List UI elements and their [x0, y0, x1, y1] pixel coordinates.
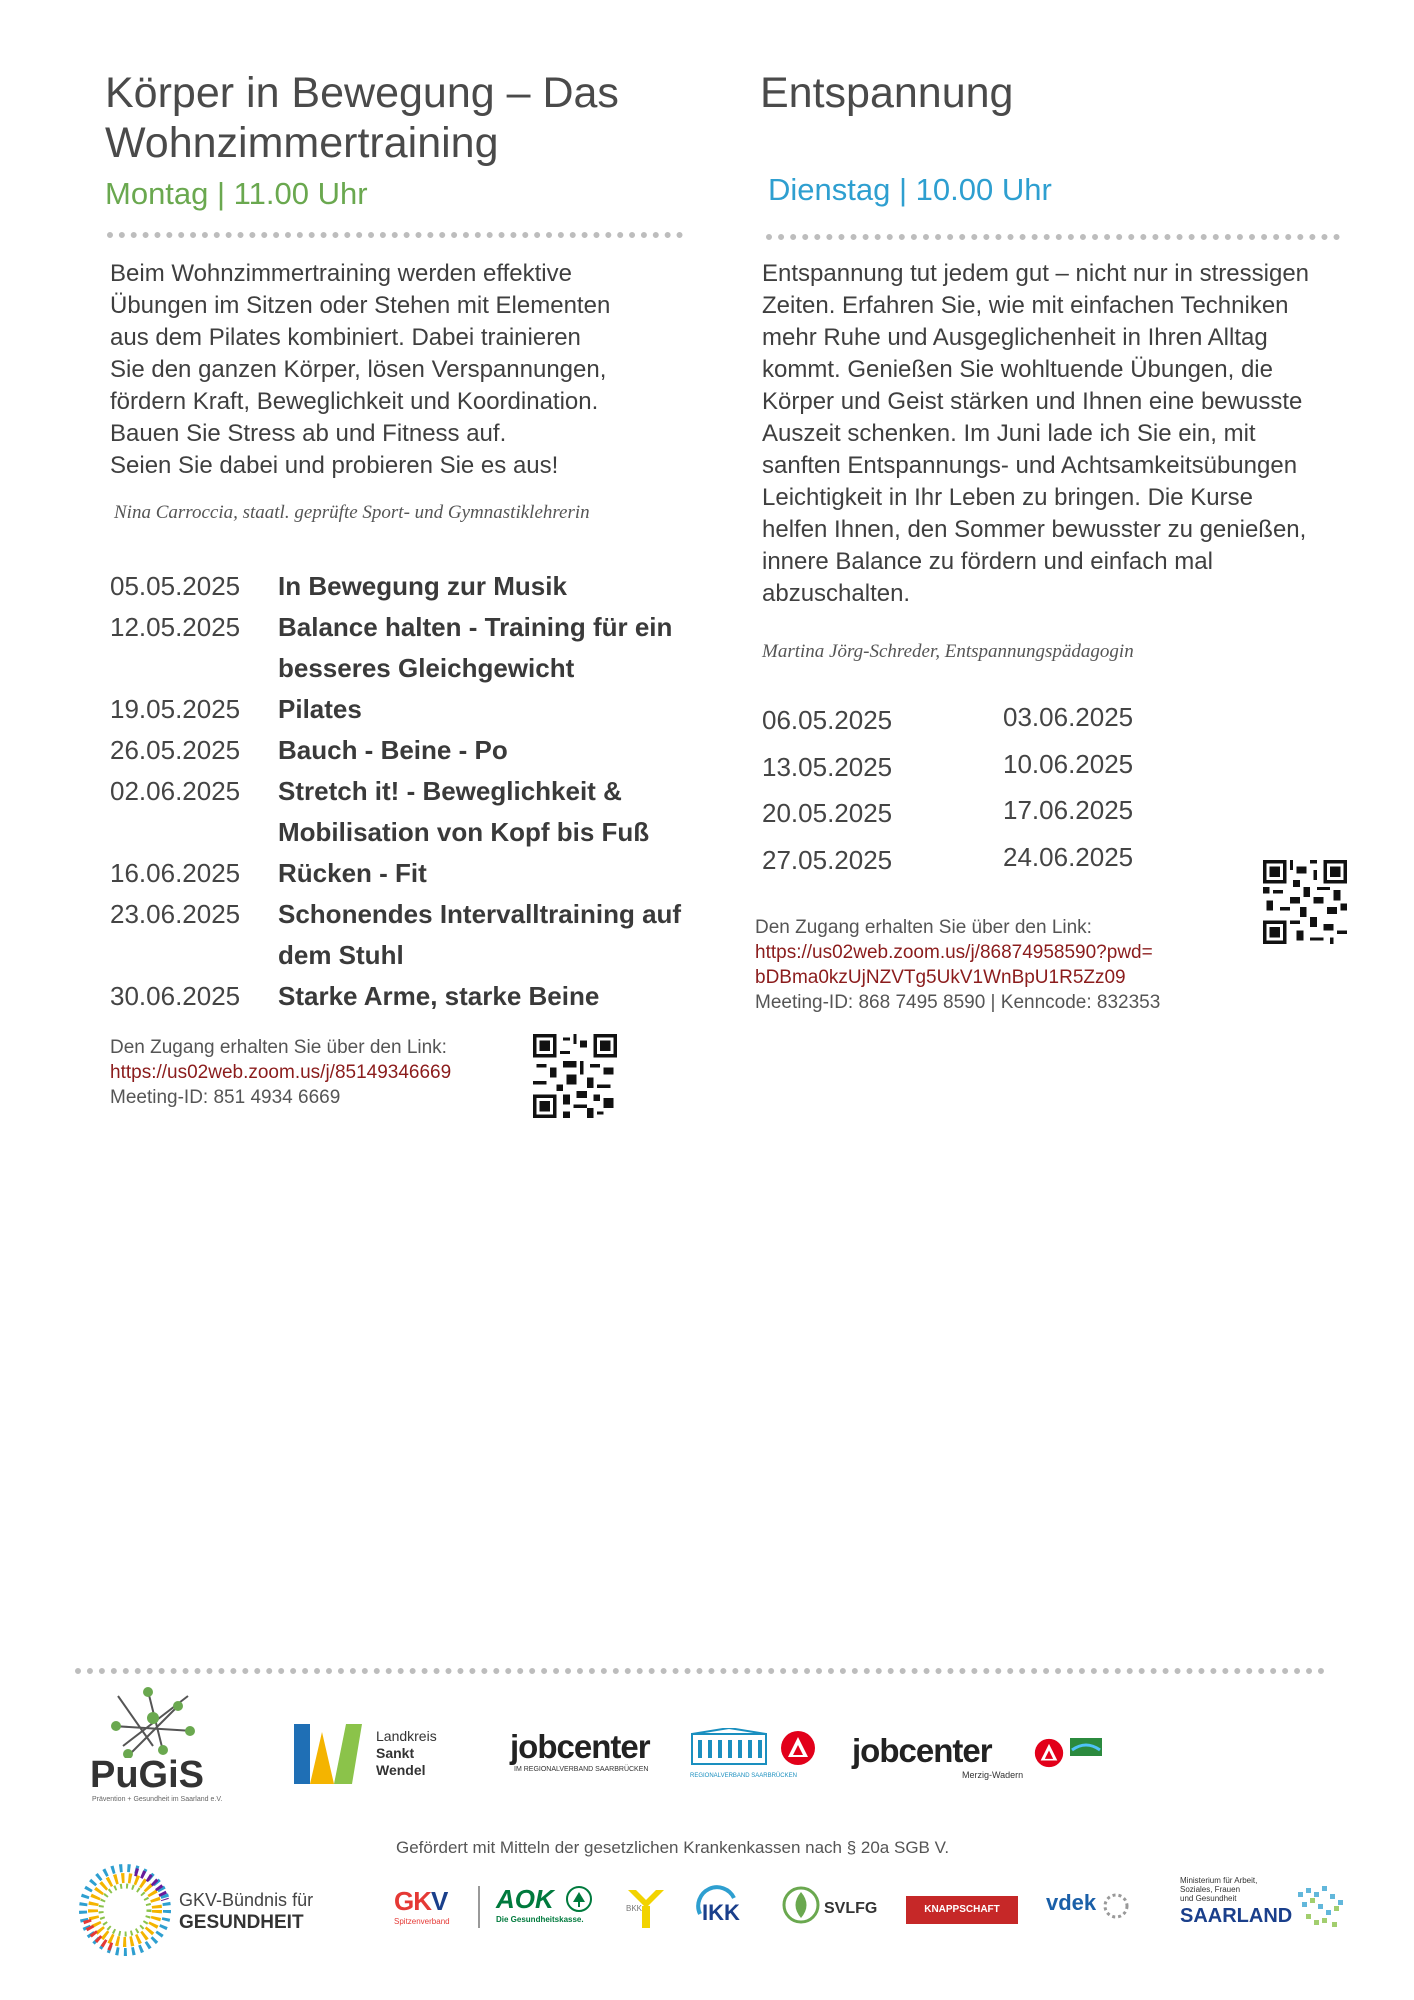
right-desc-line: Körper und Geist stärken und Ihnen eine bewusste	[762, 388, 1303, 415]
logo-separator	[478, 1886, 480, 1928]
schedule-title	[278, 689, 362, 730]
left-access	[110, 1035, 451, 1110]
bkk-logo	[624, 1886, 668, 1930]
left-desc-line: Bauen Sie Stress ab und Fitness auf.	[110, 420, 507, 447]
right-description	[762, 258, 1382, 610]
svlfg-wordmark: SVLFG	[824, 1900, 878, 1917]
schedule-row	[110, 566, 730, 607]
right-dates-col2	[1003, 694, 1133, 880]
landkreis-text	[376, 1728, 437, 1779]
ministerium-saarland-logo	[1180, 1876, 1360, 1946]
footer-divider	[75, 1668, 1325, 1674]
ikk-wordmark: IKK	[702, 1900, 740, 1925]
right-zoom-link[interactable]	[755, 940, 1160, 990]
svlfg-circle-icon	[782, 1886, 820, 1924]
gkv-dot-ring-icon	[75, 1860, 175, 1960]
jobcenter-subtitle: IM REGIONALVERBAND SAARBRÜCKEN	[514, 1766, 649, 1773]
right-desc-line: Zeiten. Erfahren Sie, wie mit einfachen Techniken	[762, 292, 1289, 319]
schedule-date: 19.05.2025	[110, 694, 241, 724]
left-divider	[107, 232, 683, 238]
schedule-row	[110, 894, 730, 976]
pugis-subtitle: Prävention + Gesundheit im Saarland e.V.	[92, 1796, 223, 1803]
jobcenter-wordmark: jobcenter	[852, 1732, 992, 1769]
landkreis-line: Landkreis	[376, 1728, 437, 1744]
schedule-title-line: Stretch it! - Beweglichkeit &	[278, 776, 622, 806]
session-date: 10.06.2025	[1003, 748, 1134, 779]
session-date: 13.05.2025	[762, 751, 893, 782]
right-desc-line: Auszeit schenken. Im Juni lade ich Sie ein, mit	[762, 420, 1256, 447]
right-desc-line: kommt. Genießen Sie wohltuende Übungen, die	[762, 356, 1273, 383]
schedule-date: 16.06.2025	[110, 858, 241, 888]
landkreis-logo	[292, 1722, 452, 1792]
right-header	[760, 68, 1360, 208]
right-access-label: Den Zugang erhalten Sie über den Link:	[755, 917, 1092, 938]
landkreis-line: Sankt	[376, 1745, 415, 1761]
qr-code-icon	[533, 1034, 617, 1118]
funding-note: Gefördert mit Mitteln der gesetzlichen Krankenkassen nach § 20a SGB V.	[396, 1838, 950, 1857]
right-desc-line: Leichtigkeit in Ihr Leben zu bringen. Die Kurse	[762, 484, 1253, 511]
gkv-spitzenverband-logo	[394, 1886, 474, 1936]
schedule-title-line: Schonendes Intervalltraining auf	[278, 899, 682, 929]
knappschaft-logo	[906, 1896, 1018, 1924]
session-date: 03.06.2025	[1003, 702, 1134, 732]
left-desc-line: aus dem Pilates kombiniert. Dabei trainieren	[110, 324, 581, 351]
schedule-title-line: In Bewegung zur Musik	[278, 571, 567, 601]
schedule-title	[278, 894, 681, 976]
right-author: Martina Jörg-Schreder, Entspannungspädagogin	[762, 641, 1134, 662]
gkv-buendnis-logo	[75, 1860, 345, 1960]
arbeitsagentur-icon	[780, 1730, 816, 1766]
session-date: 24.06.2025	[1003, 841, 1134, 872]
schedule-date: 02.06.2025	[110, 776, 241, 806]
schedule-date: 30.06.2025	[110, 981, 241, 1011]
svlfg-logo	[782, 1886, 882, 1930]
right-zoom-link-line: https://us02web.zoom.us/j/86874958590?pwd=	[755, 942, 1153, 963]
left-title-line1: Körper in Bewegung – Das	[105, 69, 619, 117]
right-desc-line: helfen Ihnen, den Sommer bewusster zu genießen,	[762, 516, 1307, 543]
regionalverband-icon	[690, 1728, 797, 1779]
left-schedule	[110, 566, 730, 1017]
schedule-row	[110, 607, 730, 689]
schedule-date: 12.05.2025	[110, 612, 241, 642]
right-desc-line: abzuschalten.	[762, 580, 911, 607]
left-zoom-link[interactable]: https://us02web.zoom.us/j/85149346669	[110, 1062, 452, 1083]
right-desc-line: innere Balance zu fördern und einfach mal	[762, 548, 1213, 575]
ministerium-line: und Gesundheit	[1180, 1894, 1237, 1903]
left-qr-code[interactable]	[533, 1034, 617, 1123]
right-desc-line: Entspannung tut jedem gut – nicht nur in stressigen	[762, 260, 1310, 287]
schedule-title-line: Bauch - Beine - Po	[278, 735, 508, 765]
ministerium-line: Soziales, Frauen	[1180, 1885, 1241, 1894]
vdek-logo	[1046, 1890, 1136, 1930]
vdek-dots-icon	[1102, 1892, 1130, 1920]
jobcenter-subtitle: Merzig-Wadern	[962, 1770, 1024, 1780]
right-title: Entspannung	[760, 69, 1014, 117]
schedule-row	[110, 976, 730, 1017]
schedule-title-line: dem Stuhl	[278, 940, 404, 970]
left-desc-line: Übungen im Sitzen oder Stehen mit Elementen	[110, 292, 611, 319]
schedule-date: 26.05.2025	[110, 735, 241, 765]
ministerium-line: Ministerium für Arbeit,	[1180, 1876, 1258, 1885]
schedule-row	[110, 689, 730, 730]
schedule-title-line: Rücken - Fit	[278, 858, 427, 888]
left-access-label: Den Zugang erhalten Sie über den Link:	[110, 1037, 447, 1058]
schedule-row	[110, 771, 730, 853]
schedule-date: 23.06.2025	[110, 899, 241, 929]
right-qr-code[interactable]	[1263, 860, 1347, 949]
left-author: Nina Carroccia, staatl. geprüfte Sport- und Gymnastiklehrerin	[114, 502, 590, 523]
right-divider	[766, 234, 1340, 240]
aok-logo	[496, 1884, 596, 1934]
schedule-row	[110, 853, 730, 894]
schedule-row	[110, 730, 730, 771]
saarland-wordmark: SAARLAND	[1180, 1905, 1293, 1927]
gkv-wordmark: GKV	[394, 1886, 448, 1916]
schedule-title	[278, 607, 672, 689]
session-date: 27.05.2025	[762, 844, 893, 875]
aok-slogan: Die Gesundheitskasse.	[496, 1915, 584, 1924]
landkreis-w-icon	[292, 1722, 364, 1788]
left-meeting-id: Meeting-ID: 851 4934 6669	[110, 1087, 341, 1108]
landkreis-line: Wendel	[376, 1762, 426, 1778]
session-date: 20.05.2025	[762, 798, 893, 828]
session-date: 06.05.2025	[762, 705, 893, 735]
left-header	[105, 68, 725, 212]
session-date: 17.06.2025	[1003, 795, 1134, 825]
gkv-line1: GKV-Bündnis für	[179, 1890, 314, 1910]
left-desc-line: Seien Sie dabei und probieren Sie es aus!	[110, 452, 559, 479]
left-desc-line: Beim Wohnzimmertraining werden effektive	[110, 260, 572, 287]
ikk-logo	[694, 1884, 754, 1934]
right-dates-col1	[762, 697, 892, 883]
saarland-map-icon	[1292, 1882, 1352, 1938]
schedule-title-line: Starke Arme, starke Beine	[278, 981, 600, 1011]
right-desc-line: sanften Entspannungs- und Achtsamkeitsübungen	[762, 452, 1298, 479]
arbeitsagentur-icon	[1034, 1738, 1064, 1768]
left-desc-line: fördern Kraft, Beweglichkeit und Koordination.	[110, 388, 599, 415]
bkk-label: BKK	[626, 1904, 643, 1913]
qr-code-icon	[1263, 860, 1347, 944]
jobcenter-merzig-logo	[852, 1732, 1112, 1788]
schedule-title-line: besseres Gleichgewicht	[278, 653, 575, 683]
pugis-logo	[90, 1686, 230, 1806]
aok-wordmark: AOK	[496, 1884, 554, 1914]
right-access	[755, 915, 1160, 1015]
knappschaft-wordmark: KNAPPSCHAFT	[924, 1904, 1000, 1915]
schedule-title-line: Balance halten - Training für ein	[278, 612, 673, 642]
schedule-title	[278, 976, 599, 1017]
schedule-title	[278, 730, 508, 771]
right-meeting-id: Meeting-ID: 868 7495 8590 | Kenncode: 832353	[755, 992, 1161, 1013]
pugis-network-icon	[108, 1686, 198, 1758]
schedule-title-line: Pilates	[278, 694, 362, 724]
schedule-title	[278, 853, 427, 894]
schedule-date: 05.05.2025	[110, 571, 241, 601]
schedule-title	[278, 566, 567, 607]
right-zoom-link-line: bDBma0kzUjNZVTg5UkV1WnBpU1R5Zz09	[755, 967, 1126, 988]
left-description	[110, 258, 710, 482]
schedule-title-line: Mobilisation von Kopf bis Fuß	[278, 817, 650, 847]
gkv-line2: GESUNDHEIT	[179, 1912, 304, 1933]
schedule-title	[278, 771, 649, 853]
jobcenter-wordmark: jobcenter	[510, 1728, 650, 1765]
left-title-line2: Wohnzimmertraining	[105, 119, 499, 167]
left-subtitle: Montag | 11.00 Uhr	[105, 176, 368, 211]
vdek-wordmark: vdek	[1046, 1890, 1097, 1915]
merzig-wadern-crest-icon	[1068, 1736, 1104, 1766]
pugis-wordmark: PuGiS	[90, 1754, 205, 1796]
spitzenverband-label: Spitzenverband	[394, 1917, 450, 1926]
regionalverband-label: REGIONALVERBAND SAARBRÜCKEN	[690, 1773, 797, 1779]
left-title	[105, 68, 725, 168]
right-subtitle: Dienstag | 10.00 Uhr	[768, 172, 1052, 207]
right-desc-line: mehr Ruhe und Ausgeglichenheit in Ihren Alltag	[762, 324, 1268, 351]
jobcenter-saarbruecken-logo	[510, 1728, 820, 1788]
left-desc-line: Sie den ganzen Körper, lösen Verspannungen,	[110, 356, 607, 383]
aok-tree-icon	[566, 1886, 592, 1912]
